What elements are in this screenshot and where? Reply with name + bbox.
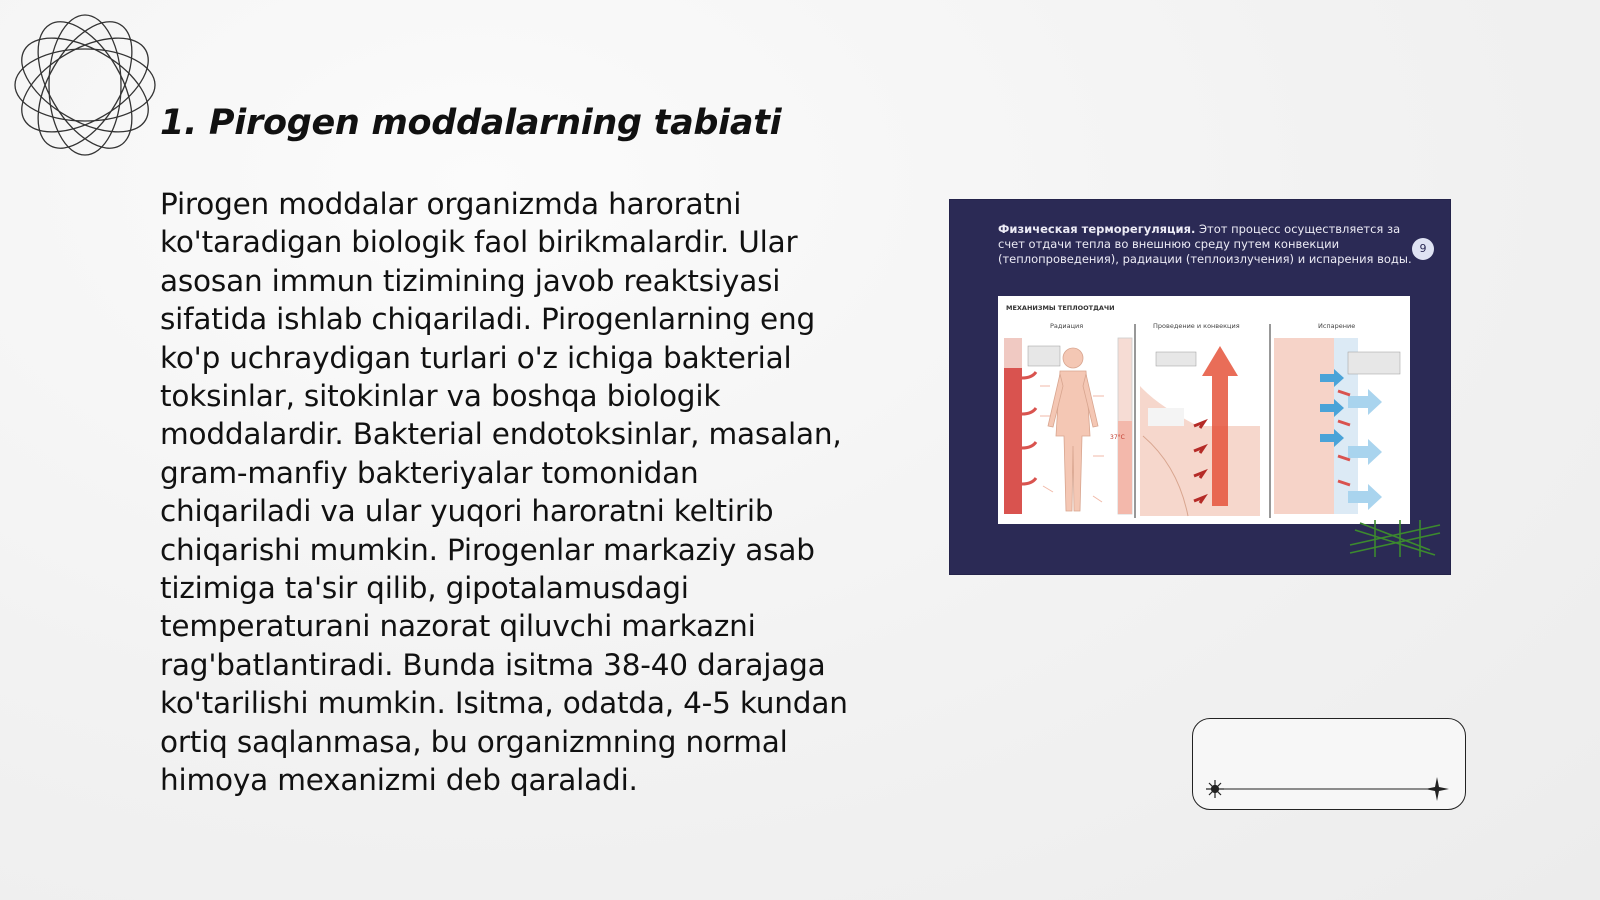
figure-caption xyxy=(998,222,1418,267)
slide-title: 1. Pirogen moddalarning tabiati xyxy=(160,103,782,143)
figure-caption-text: Этот процесс осуществляется за счет отдачи тепла во внешнюю среду путем конвекции (теплопроведения), радиации (теплоизлучения) и испарения воды. xyxy=(998,222,1412,266)
figure-caption-bold: Физическая терморегуляция. xyxy=(998,222,1196,236)
column-label-radiation: Радиация xyxy=(1050,322,1084,330)
body-paragraph: Pirogen moddalar organizmda haroratni ko'taradigan biologik faol birikmalardir. Ular asosan immun tizimining javob reaktsiyasi sifatida ishlab chiqariladi. Pirogenlarning eng ko'p uchraydigan turlari o'z ichiga bakterial toksinlar, sitokinlar va boshqa biologik moddalardir. Bakterial endotoksinlar, masalan, gram-manfiy bakteriyalar tomonidan chiqariladi va ular yuqori haroratni keltirib chiqarishi mumkin. Pirogenlar markaziy asab tizimiga ta'sir qilib, gipotalamusdagi temperaturani nazorat qiluvchi markazni rag'batlantiradi. Bunda isitma 38-40 darajaga ko'tarilishi mumkin. Isitma, odatda, 4-5 kundan ortiq saqlanmasa, bu organizmning normal himoya mexanizmi deb qaraladi. xyxy=(160,187,848,798)
panel-title: МЕХАНИЗМЫ ТЕПЛООТДАЧИ xyxy=(1006,304,1115,312)
spirograph-ornament-icon xyxy=(10,10,160,160)
column-label-conduction: Проведение и конвекция xyxy=(1153,322,1240,330)
sparkle-icon xyxy=(1425,777,1449,801)
column-label-evaporation: Испарение xyxy=(1318,322,1356,330)
heat-transfer-diagram xyxy=(998,296,1410,524)
slider-track xyxy=(1193,719,1465,809)
decorative-slider-card xyxy=(1192,718,1466,810)
temperature-label: 37°C xyxy=(1110,434,1125,441)
figure-number-badge: 9 xyxy=(1412,238,1434,260)
thermoregulation-figure xyxy=(950,200,1450,574)
figure-panel xyxy=(998,296,1410,524)
grass-decoration-icon xyxy=(1345,515,1445,560)
sun-icon xyxy=(1206,780,1224,798)
